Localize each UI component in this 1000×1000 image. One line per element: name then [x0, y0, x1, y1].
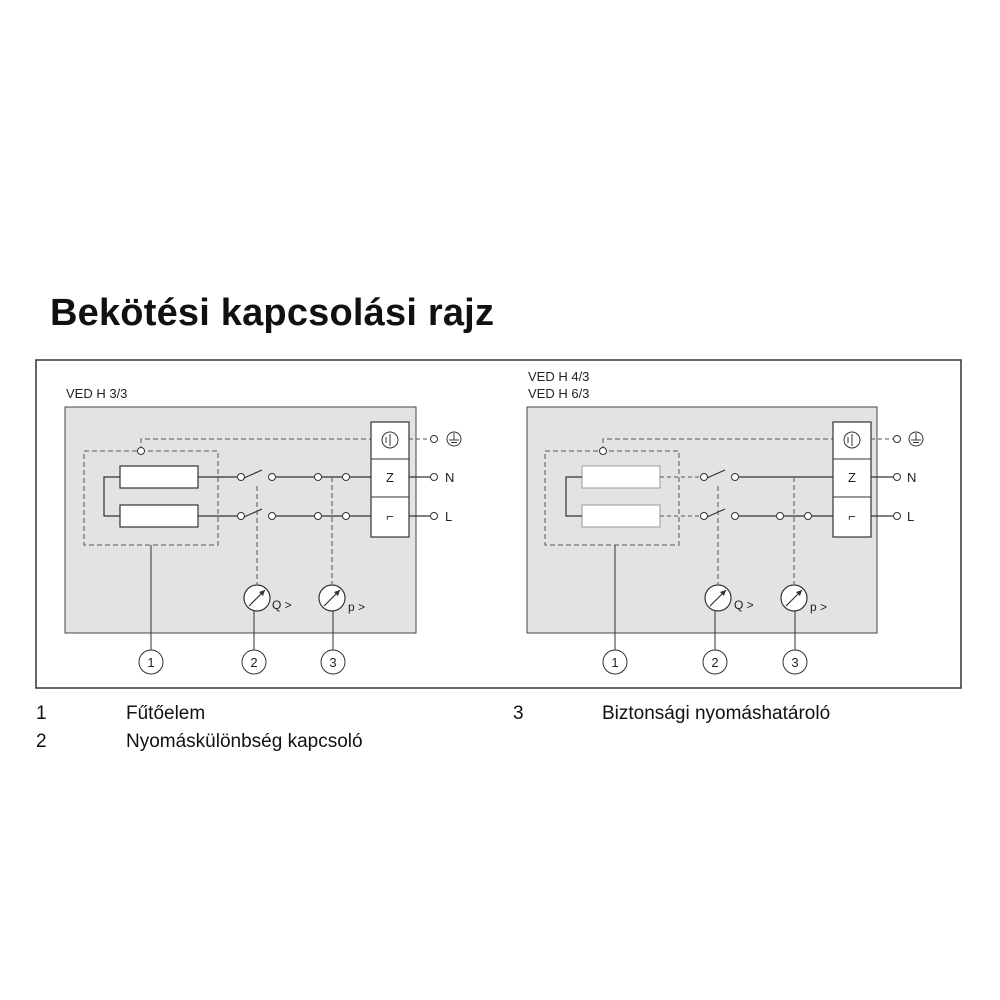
left-terminal-l-symbol: ⌐: [386, 509, 394, 524]
left-ground-node: [138, 448, 145, 455]
left-l-contact-2: [269, 513, 276, 520]
right-l-contact-4: [805, 513, 812, 520]
right-external-ground-terminal: [894, 436, 901, 443]
right-model-label-1: VED H 4/3: [528, 369, 590, 384]
left-l-contact-1: [238, 513, 245, 520]
right-heating-element-bottom: [582, 505, 660, 527]
left-n-contact-1: [238, 474, 245, 481]
left-callout-2-text: 2: [250, 655, 258, 670]
right-terminal-n-symbol: Z: [848, 470, 856, 485]
left-pressure-label: p >: [348, 600, 366, 614]
right-terminal-l-symbol: ⌐: [848, 509, 856, 524]
legend-text-1: Fűtőelem: [126, 703, 206, 724]
right-external-n-terminal: [894, 474, 901, 481]
legend-number-1: 1: [36, 703, 47, 724]
left-n-contact-2: [269, 474, 276, 481]
right-model-label-2: VED H 6/3: [528, 386, 590, 401]
left-external-ground-terminal: [431, 436, 438, 443]
right-pressure-label: p >: [810, 600, 828, 614]
right-l-contact-1: [701, 513, 708, 520]
right-external-l-terminal: [894, 513, 901, 520]
right-heating-element-top: [582, 466, 660, 488]
left-l-label: L: [445, 509, 453, 524]
right-diagram: [527, 369, 923, 674]
right-n-label: N: [907, 470, 917, 485]
right-callout-1-text: 1: [611, 655, 619, 670]
left-terminal-n-symbol: Z: [386, 470, 394, 485]
left-external-l-terminal: [431, 513, 438, 520]
right-callout-3-text: 3: [791, 655, 799, 670]
legend-number-2: 2: [36, 731, 47, 752]
right-ground-node: [600, 448, 607, 455]
left-callout-1-text: 1: [147, 655, 155, 670]
left-diagram: [65, 386, 461, 674]
page-title: Bekötési kapcsolási rajz: [50, 292, 495, 334]
left-heating-element-bottom: [120, 505, 198, 527]
left-model-label: VED H 3/3: [66, 386, 128, 401]
left-heating-element-top: [120, 466, 198, 488]
right-l-contact-3: [777, 513, 784, 520]
left-n-contact-3: [315, 474, 322, 481]
right-n-contact-1: [701, 474, 708, 481]
right-l-contact-2: [732, 513, 739, 520]
right-l-label: L: [907, 509, 915, 524]
left-l-contact-4: [343, 513, 350, 520]
left-dp-label: Q >: [272, 598, 292, 612]
left-callout-3-text: 3: [329, 655, 337, 670]
right-callout-2-text: 2: [711, 655, 719, 670]
right-dp-label: Q >: [734, 598, 754, 612]
left-n-contact-4: [343, 474, 350, 481]
legend-number-3: 3: [513, 703, 524, 724]
right-n-contact-2: [732, 474, 739, 481]
left-l-contact-3: [315, 513, 322, 520]
left-n-label: N: [445, 470, 455, 485]
legend-text-2: Nyomáskülönbség kapcsoló: [126, 731, 363, 752]
left-external-n-terminal: [431, 474, 438, 481]
legend-text-3: Biztonsági nyomáshatároló: [602, 703, 831, 724]
